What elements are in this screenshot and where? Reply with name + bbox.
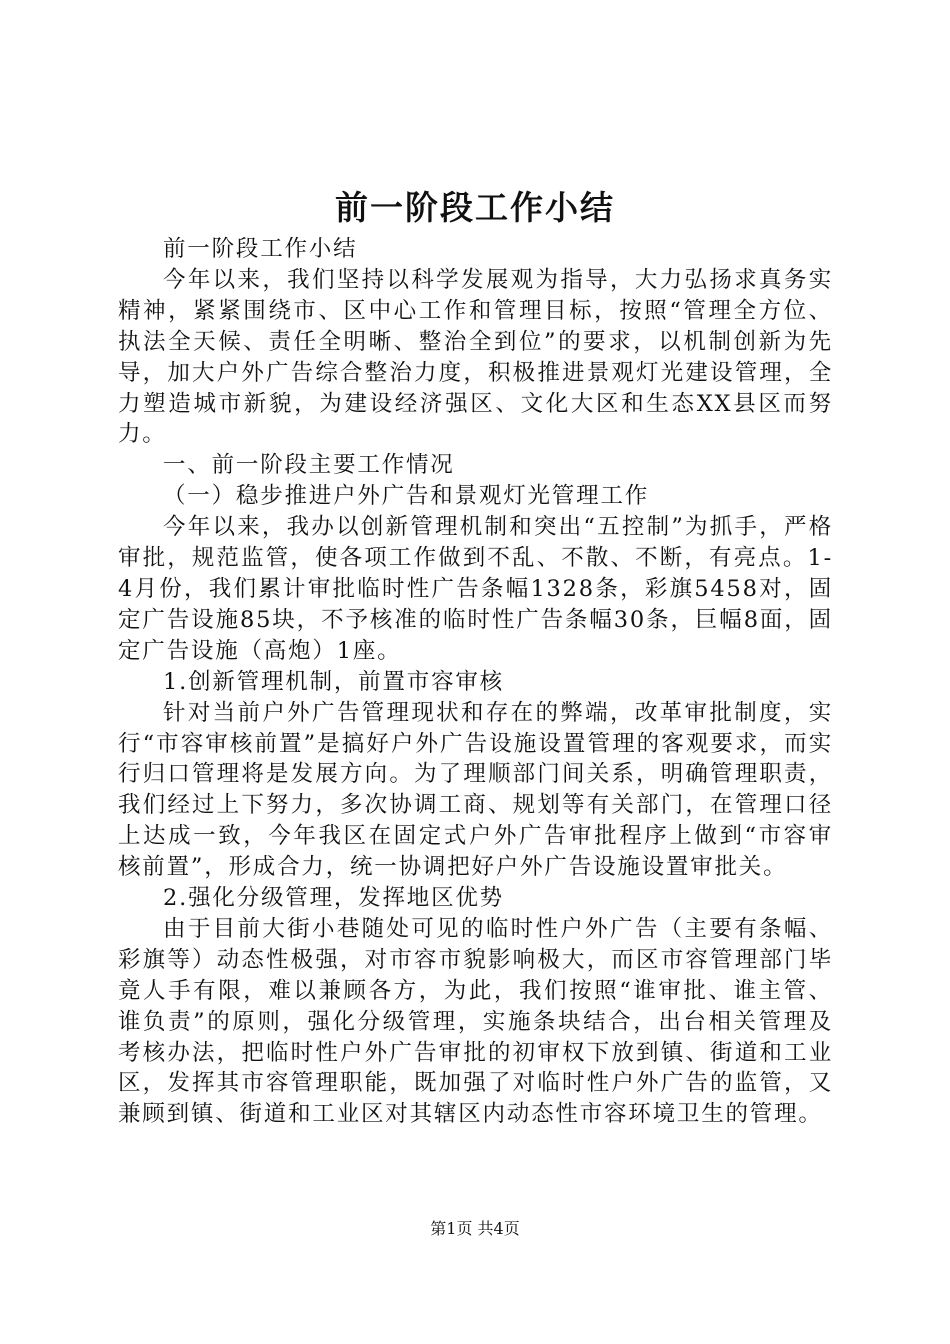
subsection-heading-1: （一）稳步推进户外广告和景观灯光管理工作 [163, 483, 650, 510]
paragraph-intro: 今年以来，我们坚持以科学发展观为指导，大力弘扬求真务实精神，紧紧围绕市、区中心工作和管理目标，按照“管理全方位、执法全天候、责任全明晰、整治全到位”的要求，以机制创新为先导，加大户外广告综合整治力度，积极推进景观灯光建设管理，全力塑造城市新貌，为建设经济强区、文化大区和生态XX县区而努力。 [118, 266, 833, 448]
paragraph-item-2: 由于目前大街小巷随处可见的临时性户外广告（主要有条幅、彩旗等）动态性极强，对市容市貌影响极大，而区市容管理部门毕竟人手有限，难以兼顾各方，为此，我们按照“谁审批、谁主管、谁负责”的原则，强化分级管理，实施条块结合，出台相关管理及考核办法，把临时性户外广告审批的初审权下放到镇、街道和工业区，发挥其市容管理职能，既加强了对临时性户外广告的监管，又兼顾到镇、街道和工业区对其辖区内动态性市容环境卫生的管理。 [118, 915, 833, 1128]
page-footer: 第1页 共4页 [430, 1219, 520, 1238]
paragraph-item-1: 针对当前户外广告管理现状和存在的弊端，改革审批制度，实行“市容审核前置”是搞好户外广告设施设置管理的客观要求，而实行归口管理将是发展方向。为了理顺部门间关系，明确管理职责，我们经过上下努力，多次协调工商、规划等有关部门，在管理口径上达成一致，今年我区在固定式户外广告审批程序上做到“市容审核前置”，形成合力，统一协调把好户外广告设施设置审批关。 [118, 699, 833, 881]
document-body [118, 234, 833, 1130]
section-heading-1: 一、前一阶段主要工作情况 [163, 452, 455, 479]
item-heading-1: 1.创新管理机制，前置市容审核 [163, 668, 504, 695]
paragraph-summary: 今年以来，我办以创新管理机制和突出“五控制”为抓手，严格审批，规范监管，使各项工作做到不乱、不散、不断，有亮点。1-4月份，我们累计审批临时性广告条幅1328条，彩旗5458对，固定广告设施85块，不予核准的临时性广告条幅30条，巨幅8面，固定广告设施（高炮）1座。 [118, 514, 833, 664]
subtitle-line: 前一阶段工作小结 [163, 236, 358, 262]
item-heading-2: 2.强化分级管理，发挥地区优势 [163, 885, 504, 912]
page-title: 前一阶段工作小结 [335, 188, 615, 227]
